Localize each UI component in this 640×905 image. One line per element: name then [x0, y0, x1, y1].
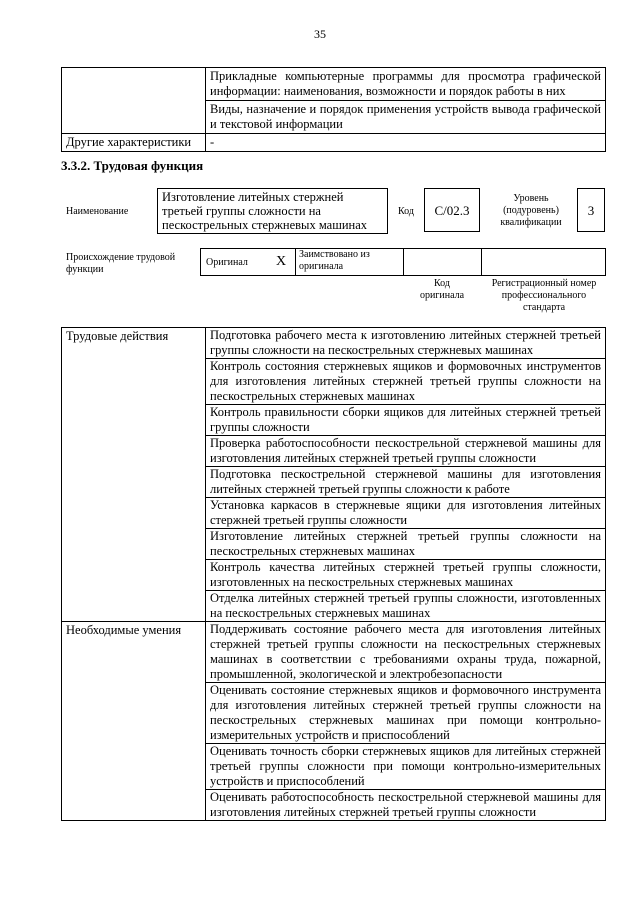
original-label: Оригинал — [206, 257, 248, 268]
origin-code-cell — [404, 248, 482, 276]
borrowed-label: Заимствовано из оригинала — [299, 249, 370, 272]
table-cell-text: Подготовка пескострельной стержневой машины для изготовления литейных стержней третьей группы сложности к работе — [206, 467, 606, 498]
table-cell-text: Установка каркасов в стержневые ящики для изготовления литейных стержней третьей группы сложности — [206, 498, 606, 529]
table-cell-text: Оценивать точность сборки стержневых ящиков для литейных стержней третьей группы сложности при помощи контрольно-измерительных устройств и приспособлений — [206, 744, 606, 790]
table-row — [62, 328, 606, 359]
table-cell-text: - — [206, 134, 606, 152]
borrowed-cell — [296, 248, 404, 276]
table-cell-text: Контроль правильности сборки ящиков для литейных стержней третьей группы сложности — [206, 405, 606, 436]
function-name-box: Изготовление литейных стержней третьей группы сложности на пескострельных стержневых машинах — [157, 188, 388, 234]
code-label: Код — [398, 206, 414, 217]
section-title: 3.3.2. Трудовая функция — [61, 158, 204, 173]
table-row — [62, 622, 606, 683]
original-cell — [200, 248, 296, 276]
table-cell-text: Оценивать состояние стержневых ящиков и формовочного инструмента для изготовления литейных стержней третьей группы сложности на пескострельных стержневых машинах при помощи контрольно-измерительных устройств и приспособлений — [206, 683, 606, 744]
table-cell-text: Контроль состояния стержневых ящиков и формовочных инструментов для изготовления литейных стержней третьей группы сложности на пескострельных стержневых машинах — [206, 359, 606, 405]
code-value-box: C/02.3 — [424, 188, 480, 232]
table-row — [62, 68, 606, 101]
table-cell-text: Отделка литейных стержней третьей группы сложности, изготовленных на пескострельных стержневых машинах — [206, 591, 606, 622]
table-cell-text: Оценивать работоспособность пескострельной стержневой машины для изготовления литейных стержней третьей группы сложности — [206, 790, 606, 821]
level-value-box: 3 — [577, 188, 605, 232]
table-cell-label: Другие характеристики — [62, 134, 206, 152]
origin-table — [200, 248, 606, 276]
table-cell-text: Проверка работоспособности пескострельной стержневой машины для изготовления литейных стержней третьей группы сложности — [206, 436, 606, 467]
table-cell-label — [62, 68, 206, 134]
knowledge-continuation-table — [61, 67, 606, 152]
table-cell-text: Подготовка рабочего места к изготовлению литейных стержней третьей группы сложности на пескострельных стержневых машинах — [206, 328, 606, 359]
table-cell-text: Контроль качества литейных стержней третьей группы сложности, изготовленных на пескострельных стержневых машинах — [206, 560, 606, 591]
table-cell-text: Виды, назначение и порядок применения устройств вывода графической и текстовой информации — [206, 101, 606, 134]
group-label: Необходимые умения — [62, 622, 206, 821]
labor-function-table — [61, 327, 606, 821]
origin-code-caption: Код оригинала — [419, 278, 465, 301]
origin-label: Происхождение трудовой функции — [66, 252, 176, 275]
table-cell-text: Поддерживать состояние рабочего места для изготовления литейных стержней третьей группы сложности на пескострельных стержневых машинах в соответствии с требованиями охраны труда, пожарной, промышленной, экологической и электробезопасности — [206, 622, 606, 683]
group-label: Трудовые действия — [62, 328, 206, 622]
table-cell-text: Прикладные компьютерные программы для просмотра графической информации: наименования, возможности и порядок работы в них — [206, 68, 606, 101]
original-mark: X — [276, 254, 287, 269]
table-row — [62, 134, 606, 152]
level-label: Уровень (подуровень) квалификации — [500, 193, 562, 228]
reg-number-caption: Регистрационный номер профессионального стандарта — [491, 278, 597, 313]
name-label: Наименование — [66, 206, 129, 217]
page-number: 35 — [314, 27, 326, 41]
table-cell-text: Изготовление литейных стержней третьей группы сложности на пескострельных стержневых машинах — [206, 529, 606, 560]
